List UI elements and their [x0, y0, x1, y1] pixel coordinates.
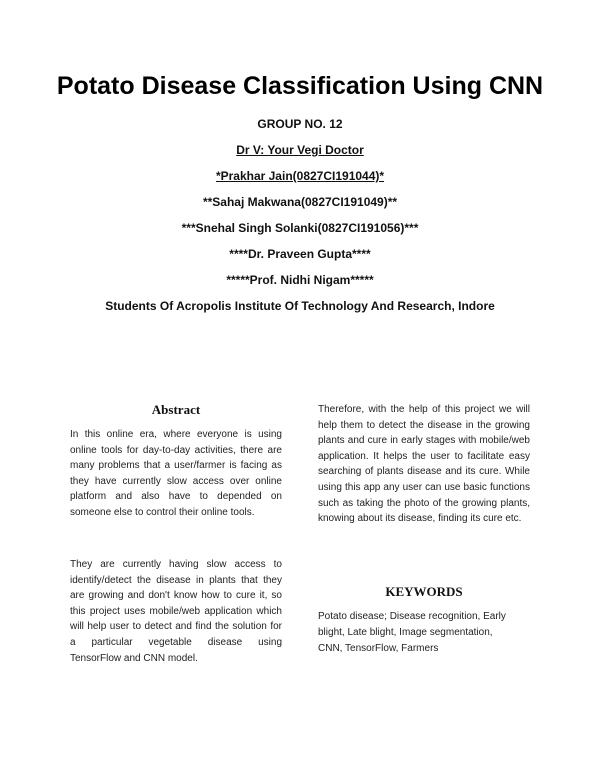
keywords-text: Potato disease; Disease recognition, Early blight, Late blight, Image segmentation, CNN, TensorFlow, Farmers [318, 611, 506, 654]
abstract-paragraph-2: They are currently having slow access to identify/detect the disease in plants that they are growing and don't know how to cure it, so this project uses mobile/web application which will help user to detect and find the solution for a particular vegetable disease using TensorFlow and CNN model. [70, 559, 282, 664]
abstract-paragraph-1: In this online era, where everyone is using online tools for day-to-day activities, there are many problems that a user/farmer is facing as they have currently slow access over online platform and also have to depended on someone else to control their online tools. [70, 429, 282, 518]
affiliation: Students Of Acropolis Institute Of Technology And Research, Indore [105, 299, 495, 313]
author-4: ****Dr. Praveen Gupta**** [229, 247, 371, 261]
abstract-heading: Abstract [151, 402, 201, 417]
project-name: Dr V: Your Vegi Doctor [236, 143, 364, 157]
group-number: GROUP NO. 12 [257, 117, 343, 131]
author-2: **Sahaj Makwana(0827CI191049)** [202, 195, 398, 209]
author-1: *Prakhar Jain(0827CI191044)* [215, 169, 385, 183]
author-5: *****Prof. Nidhi Nigam***** [226, 273, 374, 287]
author-3: ***Snehal Singh Solanki(0827CI191056)*** [181, 221, 419, 235]
keywords-heading: KEYWORDS [385, 584, 463, 599]
paper-title: Potato Disease Classification Using CNN [56, 72, 544, 100]
abstract-paragraph-3: Therefore, with the help of this project we will help them to detect the disease in the growing plants and cure in early stages with mobile/web application. It helps the user to facilitate easy searching of plants disease and its cure. While using this app any user can use basic functions such as taking the photo of the growing plants, knowing about its disease, finding its cure etc. [318, 404, 530, 525]
